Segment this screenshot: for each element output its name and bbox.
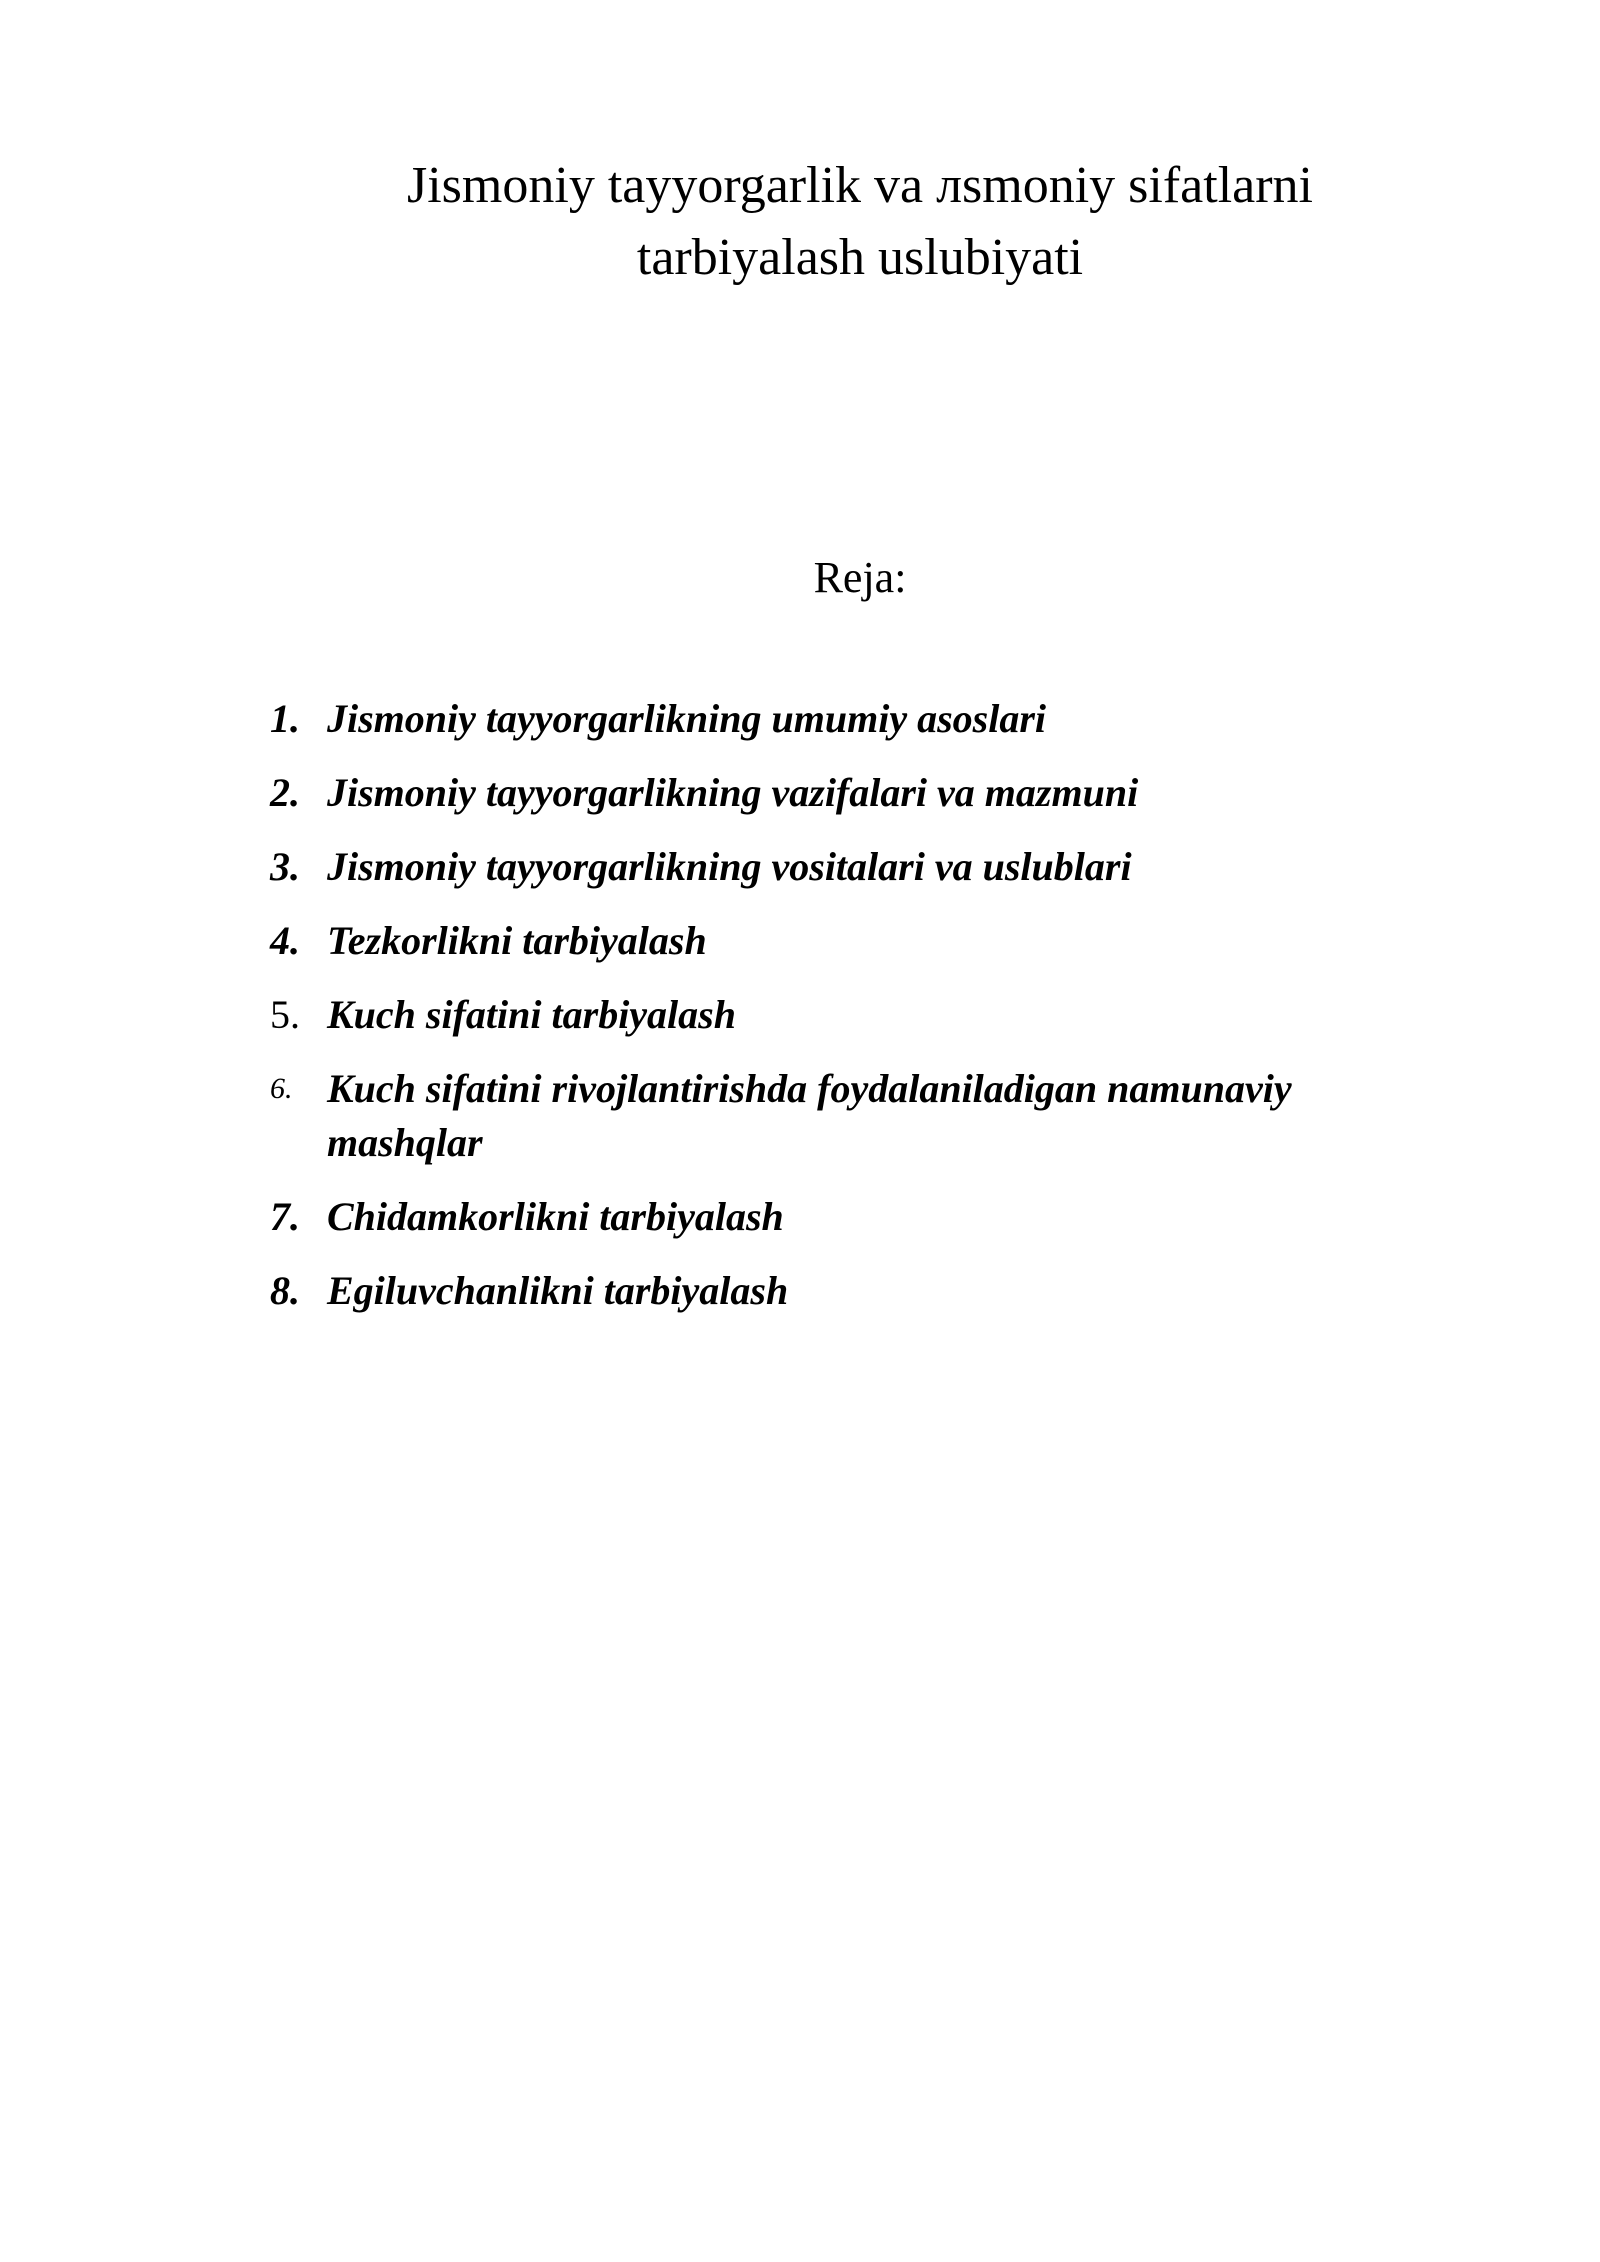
plan-item-text: Chidamkorlikni tarbiyalash	[327, 1194, 784, 1239]
document-title-line-2: tarbiyalash uslubiyati	[636, 229, 1084, 286]
plan-item-6	[270, 1062, 1420, 1170]
plan-item-number: 5.	[270, 992, 300, 1037]
plan-item-4	[270, 914, 1420, 968]
plan-list	[270, 692, 1420, 1338]
plan-item-text: Kuch sifatini rivojlantirishda foydalaniladigan namunaviy mashqlar	[327, 1066, 1292, 1165]
document-title-line-1: Jismoniy tayyorgarlik va лsmoniy sifatlarni	[407, 157, 1313, 214]
plan-item-7	[270, 1190, 1420, 1244]
plan-item-5	[270, 988, 1420, 1042]
plan-item-number: 8.	[270, 1268, 300, 1313]
plan-item-number: 2.	[270, 770, 300, 815]
plan-heading: Reja:	[813, 553, 907, 602]
plan-item-text: Jismoniy tayyorgarlikning vositalari va uslublari	[327, 844, 1132, 889]
plan-item-number: 6.	[270, 1072, 293, 1105]
plan-item-8	[270, 1264, 1420, 1318]
document-title	[260, 150, 1460, 294]
plan-item-text: Jismoniy tayyorgarlikning umumiy asoslari	[327, 696, 1047, 741]
plan-item-number: 4.	[270, 918, 300, 963]
plan-item-text: Egiluvchanlikni tarbiyalash	[327, 1268, 789, 1313]
plan-item-2	[270, 766, 1420, 820]
plan-item-text: Tezkorlikni tarbiyalash	[327, 918, 707, 963]
plan-item-1	[270, 692, 1420, 746]
plan-item-number: 1.	[270, 696, 300, 741]
plan-item-number: 3.	[270, 844, 300, 889]
plan-item-number: 7.	[270, 1194, 300, 1239]
plan-item-3	[270, 840, 1420, 894]
plan-item-text: Kuch sifatini tarbiyalash	[327, 992, 736, 1037]
plan-item-text: Jismoniy tayyorgarlikning vazifalari va mazmuni	[327, 770, 1139, 815]
